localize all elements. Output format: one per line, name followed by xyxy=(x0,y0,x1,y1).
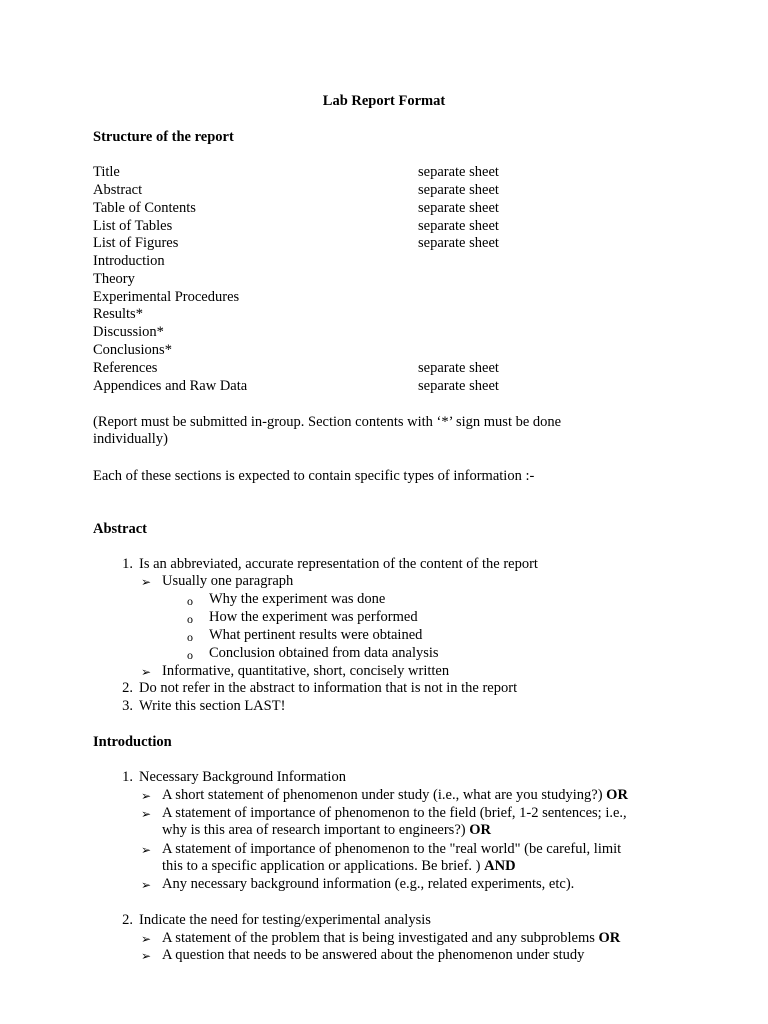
list-item: Necessary Background Information xyxy=(139,769,346,785)
arrow-bullet-icon: ➢ xyxy=(141,949,152,963)
section-name: Abstract xyxy=(93,182,143,198)
list-item: How the experiment was performed xyxy=(209,609,418,625)
section-name: Conclusions* xyxy=(93,342,172,358)
list-number: 1. xyxy=(122,556,133,572)
list-item: A statement of importance of phenomenon to the "real world" (be careful, limit xyxy=(162,841,622,857)
section-note: separate sheet xyxy=(418,218,499,234)
section-name: Discussion* xyxy=(93,324,164,340)
document-title: Lab Report Format xyxy=(322,93,446,109)
section-name: References xyxy=(93,360,158,376)
list-item: Any necessary background information (e.g., related experiments, etc). xyxy=(162,876,575,892)
section-note: separate sheet xyxy=(418,360,499,376)
submission-note-line2: individually) xyxy=(93,431,168,447)
section-note: separate sheet xyxy=(418,200,499,216)
arrow-bullet-icon: ➢ xyxy=(141,843,152,857)
section-name: Experimental Procedures xyxy=(93,289,240,305)
section-name: Theory xyxy=(93,271,135,287)
arrow-bullet-icon: ➢ xyxy=(141,932,152,946)
list-item: Informative, quantitative, short, concisely written xyxy=(162,663,450,679)
list-item: Is an abbreviated, accurate representation of the content of the report xyxy=(139,556,538,572)
arrow-bullet-icon: ➢ xyxy=(141,878,152,892)
intro-text: Each of these sections is expected to contain specific types of information :- xyxy=(93,468,535,484)
list-number: 1. xyxy=(122,769,133,785)
section-note: separate sheet xyxy=(418,378,499,394)
circle-bullet-icon: o xyxy=(187,612,193,626)
circle-bullet-icon: o xyxy=(187,648,193,662)
structure-heading: Structure of the report xyxy=(93,129,234,145)
arrow-bullet-icon: ➢ xyxy=(141,807,152,821)
list-item: What pertinent results were obtained xyxy=(209,627,423,643)
section-name: Results* xyxy=(93,306,143,322)
list-number: 2. xyxy=(122,680,133,696)
list-item: this to a specific application or applications. Be brief. ) AND xyxy=(162,858,516,874)
list-item: why is this area of research important to engineers?) OR xyxy=(162,822,491,838)
list-item: Conclusion obtained from data analysis xyxy=(209,645,439,661)
list-item: Usually one paragraph xyxy=(162,573,294,589)
section-note: separate sheet xyxy=(418,182,499,198)
arrow-bullet-icon: ➢ xyxy=(141,665,152,679)
list-item: Write this section LAST! xyxy=(139,698,286,714)
section-name: List of Figures xyxy=(93,235,179,251)
arrow-bullet-icon: ➢ xyxy=(141,575,152,589)
section-name: List of Tables xyxy=(93,218,173,234)
section-note: separate sheet xyxy=(418,235,499,251)
section-name: Table of Contents xyxy=(93,200,196,216)
list-item: A statement of importance of phenomenon to the field (brief, 1-2 sentences; i.e., xyxy=(162,805,627,821)
abstract-heading: Abstract xyxy=(93,521,147,537)
list-number: 2. xyxy=(122,912,133,928)
section-name: Title xyxy=(93,164,120,180)
submission-note-line1: (Report must be submitted in-group. Section contents with ‘*’ sign must be done xyxy=(93,414,562,430)
list-number: 3. xyxy=(122,698,133,714)
list-item: Why the experiment was done xyxy=(209,591,386,607)
circle-bullet-icon: o xyxy=(187,630,193,644)
introduction-heading: Introduction xyxy=(93,734,172,750)
circle-bullet-icon: o xyxy=(187,594,193,608)
list-item: Do not refer in the abstract to information that is not in the report xyxy=(139,680,518,696)
list-item: A short statement of phenomenon under study (i.e., what are you studying?) OR xyxy=(162,787,628,803)
section-note: separate sheet xyxy=(418,164,499,180)
list-item: Indicate the need for testing/experimental analysis xyxy=(139,912,431,928)
list-item: A statement of the problem that is being investigated and any subproblems OR xyxy=(162,930,621,946)
list-item: A question that needs to be answered about the phenomenon under study xyxy=(162,947,585,963)
section-name: Introduction xyxy=(93,253,165,269)
section-name: Appendices and Raw Data xyxy=(93,378,248,394)
arrow-bullet-icon: ➢ xyxy=(141,789,152,803)
